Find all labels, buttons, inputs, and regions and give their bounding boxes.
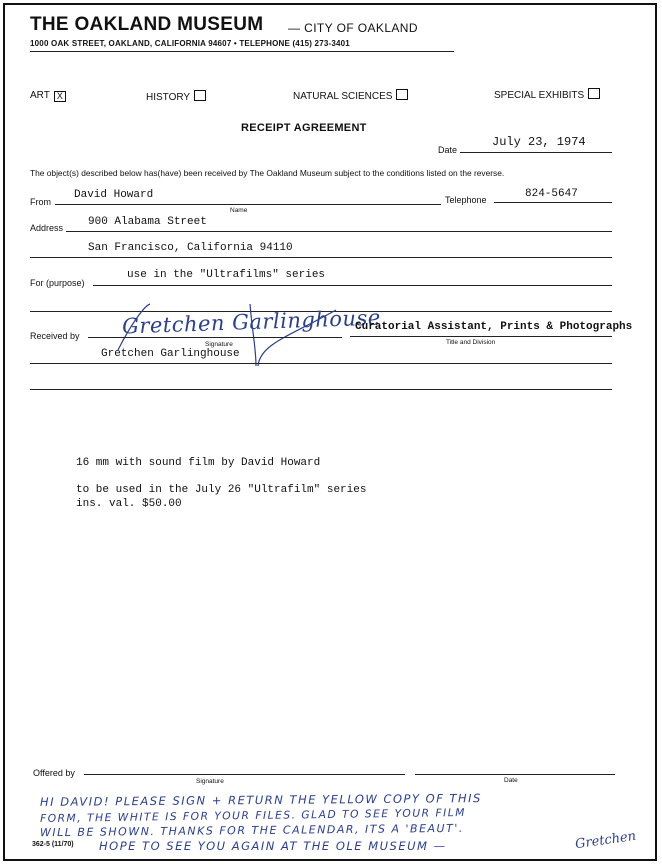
received-signature: Gretchen Garlinghouse: [121, 305, 382, 339]
telephone-line: [494, 202, 612, 203]
address-line-2[interactable]: San Francisco, California 94110: [88, 242, 293, 254]
purpose-value[interactable]: use in the "Ultrafilms" series: [127, 269, 326, 281]
received-extra-line-1: [30, 363, 612, 364]
received-by-label: Received by: [30, 331, 80, 341]
special-exhibits-option[interactable]: [494, 88, 600, 101]
form-title: RECEIPT AGREEMENT: [241, 122, 367, 134]
name-caption: Name: [230, 207, 248, 214]
address-line-2-rule: [30, 257, 612, 258]
description-line-2: to be used in the July 26 "Ultrafilm" series: [76, 484, 367, 496]
natural-sciences-checkbox[interactable]: [396, 89, 408, 100]
offered-date-caption: Date: [504, 777, 518, 784]
art-check-mark: X: [56, 91, 63, 101]
handwritten-note-line-4: HOPE TO SEE YOU AGAIN AT THE OLE MUSEUM —: [99, 839, 447, 853]
date-value[interactable]: July 23, 1974: [492, 135, 586, 149]
from-value[interactable]: David Howard: [74, 189, 154, 201]
city-name: — CITY OF OAKLAND: [288, 21, 418, 35]
art-checkbox[interactable]: [54, 91, 66, 102]
title-line: [350, 336, 612, 337]
offered-date-line: [415, 774, 615, 775]
special-exhibits-label: SPECIAL EXHIBITS: [494, 90, 585, 101]
received-name[interactable]: Gretchen Garlinghouse: [101, 348, 240, 360]
title-value[interactable]: Curatorial Assistant, Prints & Photographs: [355, 321, 633, 333]
handwritten-note-line-1: HI DAVID! PLEASE SIGN + RETURN THE YELLOW COPY OF THIS: [39, 791, 482, 809]
offered-signature-caption: Signature: [196, 778, 224, 785]
history-checkbox[interactable]: [194, 90, 206, 101]
address-line-1-rule: [66, 231, 612, 232]
special-exhibits-checkbox[interactable]: [588, 88, 600, 99]
receipt-statement: The object(s) described below has(have) been received by The Oakland Museum subject to the conditions listed on the reverse.: [30, 168, 505, 178]
handwritten-note-line-2: FORM, THE WHITE IS FOR YOUR FILES. GLAD TO SEE YOUR FILM: [39, 806, 466, 825]
from-label: From: [30, 197, 51, 207]
received-signature-line: [88, 337, 342, 338]
telephone-value[interactable]: 824-5647: [525, 188, 578, 200]
purpose-line: [93, 285, 612, 286]
telephone-label: Telephone: [445, 195, 487, 205]
museum-address: 1000 OAK STREET, OAKLAND, CALIFORNIA 94607 • TELEPHONE (415) 273-3401: [30, 39, 350, 48]
handwritten-signoff: Gretchen: [574, 828, 637, 853]
description-line-1: 16 mm with sound film by David Howard: [76, 457, 321, 469]
date-label: Date: [438, 145, 458, 155]
natural-sciences-option[interactable]: [293, 89, 408, 102]
museum-name: THE OAKLAND MUSEUM: [30, 14, 264, 35]
form-number: 362-5 (11/70): [32, 841, 74, 848]
art-label: ART: [30, 90, 50, 101]
received-extra-line-2: [30, 389, 612, 390]
date-line: [460, 152, 612, 153]
description-line-3: ins. val. $50.00: [76, 498, 182, 510]
art-option[interactable]: [30, 90, 66, 102]
from-line: [55, 204, 441, 205]
title-caption: Title and Division: [446, 339, 496, 346]
handwritten-note-line-3: WILL BE SHOWN. THANKS FOR THE CALENDAR, ITS A 'BEAUT'.: [39, 821, 464, 840]
purpose-label: For (purpose): [30, 278, 85, 288]
address-label: Address: [30, 223, 64, 233]
history-option[interactable]: [146, 90, 206, 103]
natural-sciences-label: NATURAL SCIENCES: [293, 91, 393, 102]
history-label: HISTORY: [146, 92, 191, 103]
offered-by-line: [84, 774, 405, 775]
header-rule: [30, 51, 454, 52]
signature-caption: Signature: [205, 341, 233, 348]
address-line-1[interactable]: 900 Alabama Street: [88, 216, 207, 228]
offered-by-label: Offered by: [33, 768, 75, 778]
